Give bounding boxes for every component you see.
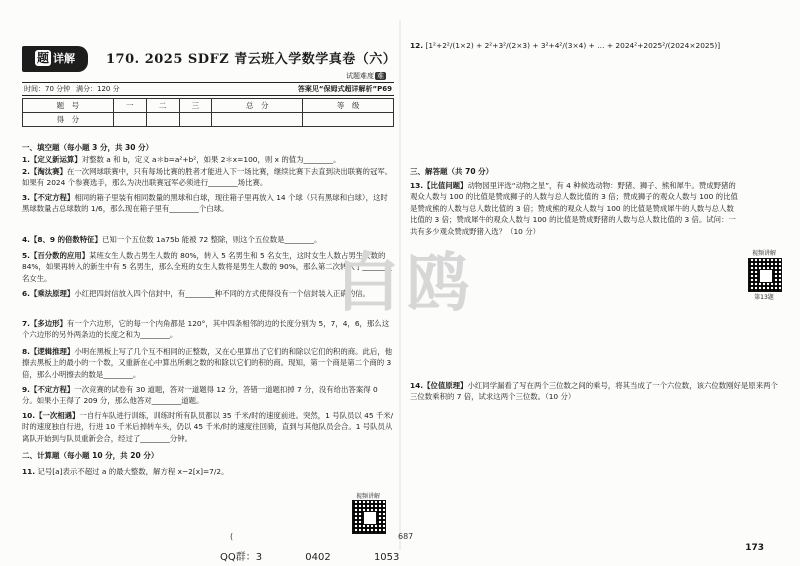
video-qr-label: 视频讲解 [355, 493, 380, 500]
question-10: 10.【一次相遇】一自行车队进行训练，训练时所有队员都以 35 千米/时的速度前进。突然，1 号队员以 45 千米/时的速度独自行进，行进 10 千米后掉转车头，仍以 45 千米/时的速度往回骑，直到与其他队员会合。1 号队员从离队开始到与队员重新会合，经过了________分钟。 [22, 411, 394, 443]
footer-number: 687 [398, 532, 414, 541]
section-heading-calculation: 二、计算题（每小题 10 分，共 20 分） [22, 451, 159, 460]
video-qr-code-13[interactable] [748, 258, 782, 292]
question-6: 6.【乘法原理】小红把四封信放入四个信封中，有________种不同的方式使得没有一个信封装入正确的信。 [22, 289, 370, 298]
difficulty-indicator: 试题难度 难 [346, 72, 384, 80]
question-3: 3.【不定方程】相同的箱子里装有相同数量的黑球和白球，现往箱子里再放入 14 个球（只有黑球和白球），这时黑球数量占总球数的 1/6，那么现在箱子里有________个白球。 [22, 193, 388, 214]
question-2: 2.【淘汰赛】在一次网球联赛中，只有每场比赛的胜者才能进入下一场比赛，继续比赛下去直到决出联赛的冠军。如果有 2024 个参赛选手，那么为决出联赛冠军必须进行________场比赛。 [22, 167, 393, 188]
video-qr-code[interactable] [352, 500, 386, 534]
brand-logo: 题 详解 [22, 46, 88, 72]
question-1: 1.【定义新运算】对整数 a 和 b，定义 a＊b=a²+b²，如果 2＊x=100，则 x 的值为________。 [22, 155, 341, 164]
video-qr-sub-13: 第13题 [754, 294, 774, 301]
watermark: 白鸥 [336, 247, 476, 321]
exam-time: 时间：70 分钟 [24, 85, 71, 93]
question-12: 12. [1²+2²/(1×2) + 2²+3²/(2×3) + 3²+4²/(3×4) + … + 2024²+2025²/(2024×2025)] [410, 41, 721, 50]
question-4: 4.【8、9 的倍数特征】已知一个五位数 1a75b 能被 72 整除，则这个五位数是________。 [22, 235, 322, 244]
exam-meta-row [22, 82, 394, 96]
question-14: 14.【位值原理】小红同学漏看了写在两个三位数之间的乘号，将其当成了一个六位数，该六位数刚好是原来两个三位数乘积的 7 倍，试求这两个三位数。（10 分） [410, 381, 778, 402]
section-heading-fill-in: 一、填空题（每小题 3 分，共 30 分） [22, 143, 154, 152]
question-5: 5.【百分数的应用】某班女生人数占男生人数的 80%，转入 5 名男生和 5 名女生，这时女生人数占男生人数的 84%，如果再转入的新生中有 5 名男生，那么全班的女生人数将是男生人数的 90%，那么第二次转入了________名女生。 [22, 251, 392, 283]
question-8: 8.【逻辑推理】小明在黑板上写了几个互不相同的正整数，又在心里算出了它们的和除以它们的积的商。此后，他擦去黑板上的最小的一个数，又重新在心中算出所剩之数的和除以它们的积的商。现知，第一个商是第二个商的 3 倍，那么小明擦去的数是________。 [22, 347, 393, 379]
video-qr-label-13: 视频讲解 [751, 250, 776, 257]
section-heading-solution: 三、解答题（共 70 分） [410, 167, 494, 176]
score-table-score-row: 得 分 [23, 113, 394, 127]
footer-left: ( [230, 532, 234, 541]
question-13: 13.【比值问题】动物园里评选“动物之星”，有 4 种候选动物：野猪、狮子、熊和犀牛。赞成野猪的观众人数与 100 的比值是赞成狮子的人数与总人数比值的 3 倍；赞成狮子的观众人数与 100 的比值是赞成熊的人数与总人数比值的 3 倍；赞成熊的观众人数与 100 的比值是赞成犀牛的人数与总人数比值的 3 倍；赞成犀牛的观众人数与 100 的比值是赞成野猪的人数与总人数比值的 3 倍。试问：一共有多少观众赞成野猪入选？（10 分） [410, 181, 738, 236]
exam-full-score: 满分：120 分 [76, 85, 120, 93]
page-number: 173 [745, 543, 764, 553]
footer-bar: QQ群：3 0402 1053 [220, 552, 400, 563]
question-11: 11. 记号[a]表示不超过 a 的最大整数，解方程 x−2[x]=7/2。 [22, 467, 229, 476]
answer-reference: 答案见“保姆式超详解析”P69 [297, 85, 392, 93]
score-table [22, 98, 394, 127]
score-table-header-row: 题 号 一 二 三 总 分 等 级 [23, 99, 394, 113]
exam-title: 170. 2025 SDFZ 青云班入学数学真卷（六） [106, 52, 397, 67]
question-7: 7.【多边形】有一个六边形，它的每一个内角都是 120°，其中四条相邻的边的长度分别为 5，7，4，6，那么这个六边形的另外两条边的长度之和为________。 [22, 319, 390, 340]
question-9: 9.【不定方程】一次竞赛的试卷有 30 道题，答对一道题得 12 分，答错一道题扣掉 7 分，没有给出答案得 0 分。如果小王得了 209 分，那么他答对________道题。 [22, 385, 378, 406]
